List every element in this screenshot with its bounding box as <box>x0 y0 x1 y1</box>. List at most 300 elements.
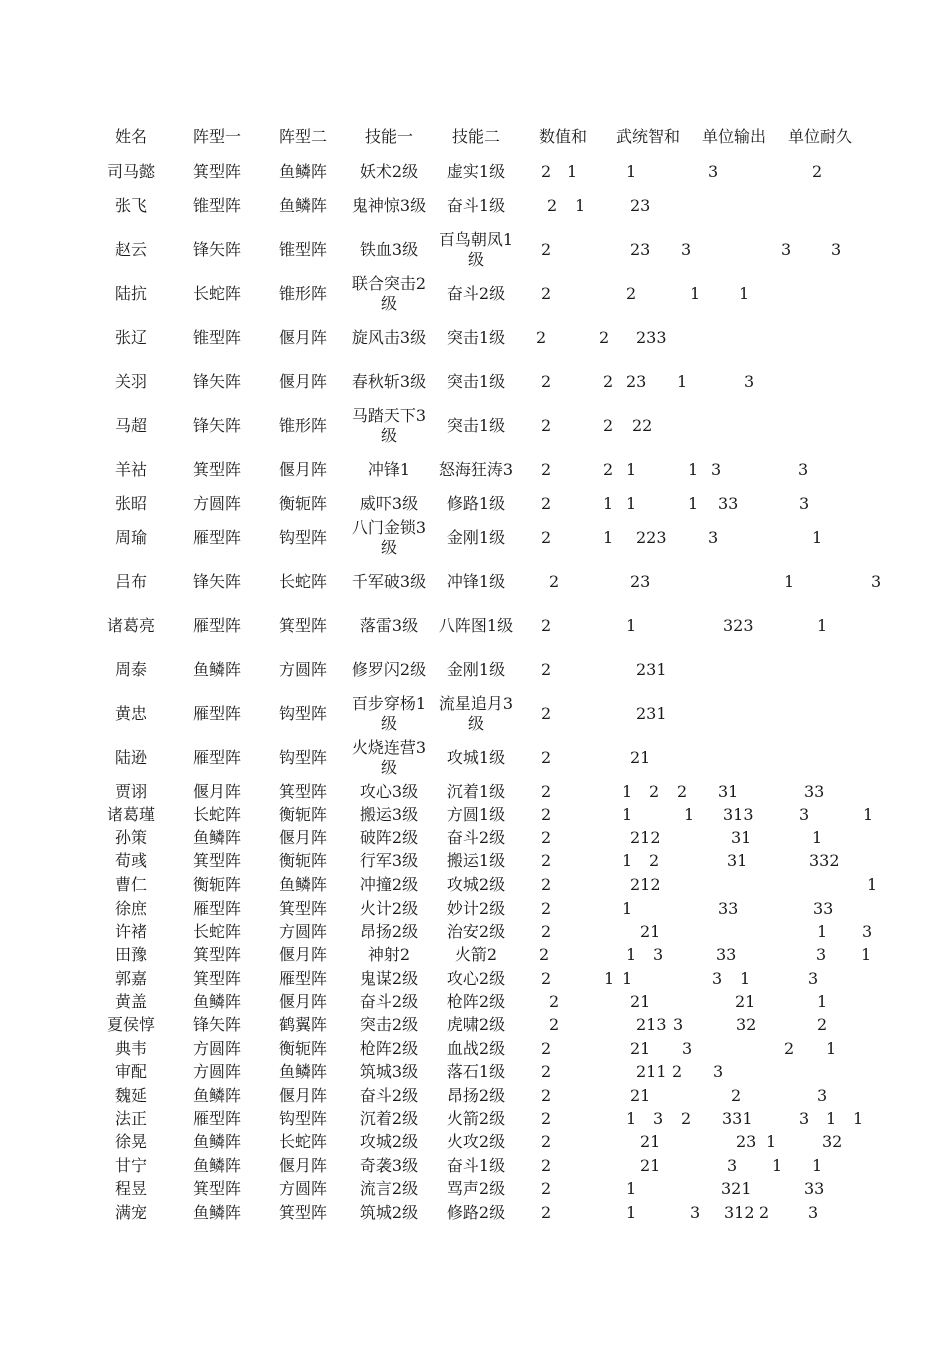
cell-formation-1: 雁型阵 <box>192 748 241 767</box>
value-token: 213 <box>636 1015 667 1034</box>
table-row <box>0 805 950 825</box>
cell-skill-2: 落石1级 <box>446 1062 506 1081</box>
value-token: 1 <box>861 945 872 964</box>
cell-formation-2: 偃月阵 <box>278 828 327 847</box>
value-token: 3 <box>713 1062 724 1081</box>
cell-name: 荀彧 <box>114 851 147 870</box>
cell-name: 诸葛亮 <box>106 616 155 635</box>
cell-name: 周泰 <box>114 660 147 679</box>
value-token: 2 <box>541 494 552 513</box>
table-row <box>0 328 950 348</box>
value-token: 2 <box>541 616 552 635</box>
table-row <box>0 274 950 313</box>
cell-skill-2: 昂扬2级 <box>446 1086 506 1105</box>
table-row <box>0 1156 950 1176</box>
cell-formation-2: 方圆阵 <box>278 660 327 679</box>
value-token: 2 <box>541 1132 552 1151</box>
header-row <box>0 127 950 151</box>
value-token: 3 <box>653 945 664 964</box>
value-token: 3 <box>708 528 719 547</box>
value-token: 1 <box>684 805 695 824</box>
cell-skill-1: 马踏天下3级 <box>351 406 427 445</box>
table-row <box>0 969 950 989</box>
cell-formation-1: 鱼鳞阵 <box>192 1132 241 1151</box>
value-token: 2 <box>649 851 660 870</box>
cell-formation-1: 箕型阵 <box>192 460 241 479</box>
cell-formation-2: 鱼鳞阵 <box>278 1062 327 1081</box>
cell-formation-2: 钩型阵 <box>278 748 327 767</box>
cell-skill-2: 冲锋1级 <box>446 572 506 591</box>
cell-formation-1: 鱼鳞阵 <box>192 828 241 847</box>
cell-skill-2: 枪阵2级 <box>446 992 506 1011</box>
cell-skill-2: 百鸟朝凤1级 <box>438 230 514 269</box>
cell-skill-2: 修路1级 <box>446 494 506 513</box>
cell-skill-1: 神射2 <box>367 945 411 964</box>
value-token: 231 <box>636 704 667 723</box>
header-unit-durability: 单位耐久 <box>787 127 852 146</box>
header-skill-2: 技能二 <box>451 127 500 146</box>
value-token: 3 <box>682 1039 693 1058</box>
cell-skill-1: 冲撞2级 <box>359 875 419 894</box>
value-token: 1 <box>766 1132 777 1151</box>
cell-skill-2: 火攻2级 <box>446 1132 506 1151</box>
value-token: 2 <box>541 1109 552 1128</box>
value-token: 21 <box>640 1132 661 1151</box>
value-token: 33 <box>716 945 737 964</box>
table-row <box>0 1015 950 1035</box>
cell-skill-2: 血战2级 <box>446 1039 506 1058</box>
cell-formation-1: 长蛇阵 <box>192 922 241 941</box>
cell-skill-1: 千军破3级 <box>351 572 427 591</box>
cell-formation-1: 箕型阵 <box>192 945 241 964</box>
cell-formation-2: 锥形阵 <box>278 416 327 435</box>
value-token: 2 <box>541 162 552 181</box>
value-token: 21 <box>630 748 651 767</box>
cell-skill-1: 攻城2级 <box>359 1132 419 1151</box>
table-row <box>0 875 950 895</box>
table-row <box>0 162 950 182</box>
cell-formation-1: 锋矢阵 <box>192 416 241 435</box>
cell-skill-2: 怒海狂涛3 <box>438 460 514 479</box>
value-token: 2 <box>603 460 614 479</box>
value-token: 2 <box>541 1156 552 1175</box>
table-row <box>0 738 950 777</box>
cell-name: 陆抗 <box>114 284 147 303</box>
value-token: 31 <box>731 828 752 847</box>
value-token: 3 <box>799 805 810 824</box>
cell-name: 法正 <box>114 1109 147 1128</box>
table-row <box>0 851 950 871</box>
cell-skill-1: 落雷3级 <box>359 616 419 635</box>
cell-skill-1: 奇袭3级 <box>359 1156 419 1175</box>
cell-skill-1: 百步穿杨1级 <box>351 694 427 733</box>
table-row <box>0 945 950 965</box>
cell-formation-1: 雁型阵 <box>192 528 241 547</box>
table-row <box>0 1203 950 1223</box>
value-token: 212 <box>630 875 661 894</box>
cell-formation-2: 雁型阵 <box>278 969 327 988</box>
value-token: 1 <box>690 284 701 303</box>
value-token: 1 <box>622 805 633 824</box>
cell-skill-1: 鬼谋2级 <box>359 969 419 988</box>
table-row <box>0 572 950 592</box>
table-row <box>0 1062 950 1082</box>
value-token: 1 <box>626 616 637 635</box>
value-token: 3 <box>808 969 819 988</box>
value-token: 2 <box>541 416 552 435</box>
cell-name: 黄盖 <box>114 992 147 1011</box>
cell-formation-2: 鹤翼阵 <box>278 1015 327 1034</box>
value-token: 3 <box>744 372 755 391</box>
cell-formation-1: 锥型阵 <box>192 328 241 347</box>
table-row <box>0 782 950 802</box>
value-token: 2 <box>541 899 552 918</box>
cell-name: 孙策 <box>114 828 147 847</box>
cell-name: 魏延 <box>114 1086 147 1105</box>
cell-skill-2: 奋斗1级 <box>446 1156 506 1175</box>
value-token: 1 <box>626 460 637 479</box>
value-token: 2 <box>759 1203 770 1222</box>
value-token: 2 <box>541 748 552 767</box>
value-token: 332 <box>809 851 840 870</box>
value-token: 2 <box>599 328 610 347</box>
value-token: 1 <box>817 992 828 1011</box>
value-token: 1 <box>740 969 751 988</box>
value-token: 2 <box>539 945 550 964</box>
value-token: 2 <box>731 1086 742 1105</box>
cell-name: 徐庶 <box>114 899 147 918</box>
value-token: 2 <box>541 828 552 847</box>
cell-formation-2: 箕型阵 <box>278 616 327 635</box>
value-token: 21 <box>630 1039 651 1058</box>
cell-name: 满宠 <box>114 1203 147 1222</box>
value-token: 3 <box>727 1156 738 1175</box>
value-token: 2 <box>541 805 552 824</box>
table-row <box>0 230 950 269</box>
header-stat-sum: 武统智和 <box>615 127 680 146</box>
table-row <box>0 1086 950 1106</box>
cell-formation-2: 钩型阵 <box>278 528 327 547</box>
value-token: 223 <box>636 528 667 547</box>
cell-name: 黄忠 <box>114 704 147 723</box>
table-row <box>0 694 950 733</box>
value-token: 2 <box>672 1062 683 1081</box>
cell-skill-1: 沉着2级 <box>359 1109 419 1128</box>
header-unit-output: 单位输出 <box>701 127 766 146</box>
value-token: 2 <box>541 704 552 723</box>
value-token: 2 <box>541 528 552 547</box>
value-token: 212 <box>630 828 661 847</box>
cell-formation-1: 锋矢阵 <box>192 372 241 391</box>
table-row <box>0 196 950 216</box>
cell-name: 张昭 <box>114 494 147 513</box>
value-token: 21 <box>640 1156 661 1175</box>
value-token: 2 <box>541 875 552 894</box>
value-token: 3 <box>831 240 842 259</box>
value-token: 2 <box>603 416 614 435</box>
cell-skill-1: 攻心3级 <box>359 782 419 801</box>
cell-skill-1: 突击2级 <box>359 1015 419 1034</box>
cell-formation-1: 方圆阵 <box>192 1039 241 1058</box>
value-token: 2 <box>784 1039 795 1058</box>
header-name: 姓名 <box>114 127 147 146</box>
cell-skill-2: 沉着1级 <box>446 782 506 801</box>
value-token: 3 <box>817 1086 828 1105</box>
cell-name: 甘宁 <box>114 1156 147 1175</box>
table-row <box>0 1109 950 1129</box>
value-token: 2 <box>649 782 660 801</box>
cell-formation-1: 鱼鳞阵 <box>192 1203 241 1222</box>
cell-skill-2: 奋斗2级 <box>446 284 506 303</box>
value-token: 23 <box>626 372 647 391</box>
value-token: 1 <box>626 945 637 964</box>
cell-formation-1: 雁型阵 <box>192 1109 241 1128</box>
cell-formation-1: 鱼鳞阵 <box>192 660 241 679</box>
value-token: 1 <box>812 828 823 847</box>
table-row <box>0 1179 950 1199</box>
value-token: 3 <box>681 240 692 259</box>
cell-skill-2: 火箭2级 <box>446 1109 506 1128</box>
value-token: 1 <box>575 196 586 215</box>
cell-skill-1: 铁血3级 <box>359 240 419 259</box>
value-token: 3 <box>708 162 719 181</box>
cell-skill-1: 奋斗2级 <box>359 992 419 1011</box>
table-row <box>0 1132 950 1152</box>
value-token: 1 <box>603 528 614 547</box>
cell-skill-1: 行军3级 <box>359 851 419 870</box>
table-row <box>0 372 950 392</box>
value-token: 1 <box>817 616 828 635</box>
cell-name: 许褚 <box>114 922 147 941</box>
cell-name: 吕布 <box>114 572 147 591</box>
cell-skill-1: 枪阵2级 <box>359 1039 419 1058</box>
value-token: 1 <box>772 1156 783 1175</box>
cell-formation-1: 箕型阵 <box>192 1179 241 1198</box>
cell-skill-2: 骂声2级 <box>446 1179 506 1198</box>
value-token: 1 <box>688 494 699 513</box>
value-token: 21 <box>735 992 756 1011</box>
table-row <box>0 660 950 680</box>
cell-name: 审配 <box>114 1062 147 1081</box>
table-row <box>0 992 950 1012</box>
cell-formation-2: 偃月阵 <box>278 992 327 1011</box>
table-row <box>0 494 950 514</box>
value-token: 2 <box>541 284 552 303</box>
cell-formation-1: 锋矢阵 <box>192 572 241 591</box>
value-token: 1 <box>826 1109 837 1128</box>
value-token: 1 <box>817 922 828 941</box>
cell-skill-1: 鬼神惊3级 <box>351 196 427 215</box>
cell-formation-2: 偃月阵 <box>278 372 327 391</box>
cell-skill-2: 攻城1级 <box>446 748 506 767</box>
value-token: 32 <box>736 1015 757 1034</box>
value-token: 1 <box>677 372 688 391</box>
table-row <box>0 828 950 848</box>
header-formation-2: 阵型二 <box>278 127 327 146</box>
cell-skill-2: 火箭2 <box>454 945 498 964</box>
value-token: 3 <box>862 922 873 941</box>
value-token: 23 <box>630 196 651 215</box>
value-token: 2 <box>536 328 547 347</box>
cell-formation-2: 长蛇阵 <box>278 1132 327 1151</box>
value-token: 1 <box>626 1109 637 1128</box>
value-token: 2 <box>541 782 552 801</box>
cell-name: 张飞 <box>114 196 147 215</box>
cell-formation-1: 长蛇阵 <box>192 805 241 824</box>
cell-skill-2: 流星追月3级 <box>438 694 514 733</box>
cell-name: 羊祜 <box>114 460 147 479</box>
cell-formation-1: 长蛇阵 <box>192 284 241 303</box>
cell-formation-1: 衡轭阵 <box>192 875 241 894</box>
value-token: 2 <box>603 372 614 391</box>
cell-skill-2: 奋斗1级 <box>446 196 506 215</box>
value-token: 1 <box>853 1109 864 1128</box>
cell-skill-1: 妖术2级 <box>359 162 419 181</box>
cell-name: 诸葛瑾 <box>106 805 155 824</box>
value-token: 313 <box>723 805 754 824</box>
value-token: 1 <box>812 528 823 547</box>
value-token: 2 <box>541 1039 552 1058</box>
table-row <box>0 406 950 445</box>
cell-formation-2: 箕型阵 <box>278 1203 327 1222</box>
cell-skill-1: 冲锋1 <box>367 460 411 479</box>
cell-formation-2: 偃月阵 <box>278 460 327 479</box>
value-token: 3 <box>871 572 882 591</box>
cell-skill-2: 突击1级 <box>446 328 506 347</box>
cell-formation-1: 雁型阵 <box>192 616 241 635</box>
value-token: 1 <box>626 1179 637 1198</box>
cell-formation-2: 衡轭阵 <box>278 1039 327 1058</box>
value-token: 2 <box>817 1015 828 1034</box>
cell-formation-2: 偃月阵 <box>278 945 327 964</box>
cell-formation-2: 衡轭阵 <box>278 805 327 824</box>
value-token: 2 <box>541 922 552 941</box>
value-token: 23 <box>736 1132 757 1151</box>
value-token: 233 <box>636 328 667 347</box>
value-token: 2 <box>541 1203 552 1222</box>
cell-name: 马超 <box>114 416 147 435</box>
cell-formation-1: 偃月阵 <box>192 782 241 801</box>
cell-formation-2: 方圆阵 <box>278 1179 327 1198</box>
cell-name: 关羽 <box>114 372 147 391</box>
header-skill-1: 技能一 <box>364 127 413 146</box>
table-row <box>0 460 950 480</box>
value-token: 1 <box>603 494 614 513</box>
cell-formation-1: 方圆阵 <box>192 1062 241 1081</box>
cell-skill-2: 治安2级 <box>446 922 506 941</box>
value-token: 2 <box>541 851 552 870</box>
table-row <box>0 899 950 919</box>
cell-skill-1: 修罗闪2级 <box>351 660 427 679</box>
value-token: 33 <box>813 899 834 918</box>
value-token: 1 <box>784 572 795 591</box>
cell-name: 郭嘉 <box>114 969 147 988</box>
cell-formation-2: 偃月阵 <box>278 328 327 347</box>
cell-formation-1: 鱼鳞阵 <box>192 992 241 1011</box>
cell-skill-2: 虎啸2级 <box>446 1015 506 1034</box>
cell-skill-2: 奋斗2级 <box>446 828 506 847</box>
value-token: 3 <box>799 1109 810 1128</box>
cell-formation-2: 衡轭阵 <box>278 494 327 513</box>
value-token: 3 <box>808 1203 819 1222</box>
value-token: 3 <box>816 945 827 964</box>
value-token: 323 <box>723 616 754 635</box>
value-token: 2 <box>812 162 823 181</box>
cell-formation-1: 鱼鳞阵 <box>192 1086 241 1105</box>
cell-skill-2: 妙计2级 <box>446 899 506 918</box>
value-token: 22 <box>632 416 653 435</box>
value-token: 1 <box>626 162 637 181</box>
cell-formation-2: 钩型阵 <box>278 1109 327 1128</box>
value-token: 23 <box>630 572 651 591</box>
value-token: 1 <box>622 969 633 988</box>
value-token: 3 <box>653 1109 664 1128</box>
cell-formation-1: 箕型阵 <box>192 162 241 181</box>
value-token: 1 <box>688 460 699 479</box>
value-token: 1 <box>863 805 874 824</box>
cell-skill-1: 火烧连营3级 <box>351 738 427 777</box>
cell-name: 周瑜 <box>114 528 147 547</box>
cell-skill-1: 奋斗2级 <box>359 1086 419 1105</box>
cell-skill-1: 威吓3级 <box>359 494 419 513</box>
cell-name: 司马懿 <box>106 162 155 181</box>
cell-skill-1: 搬运3级 <box>359 805 419 824</box>
cell-skill-2: 攻城2级 <box>446 875 506 894</box>
value-token: 1 <box>812 1156 823 1175</box>
cell-formation-2: 偃月阵 <box>278 1156 327 1175</box>
cell-skill-2: 方圆1级 <box>446 805 506 824</box>
cell-formation-1: 鱼鳞阵 <box>192 1156 241 1175</box>
value-token: 2 <box>547 196 558 215</box>
value-token: 321 <box>721 1179 752 1198</box>
value-token: 2 <box>541 1062 552 1081</box>
cell-skill-1: 筑城3级 <box>359 1062 419 1081</box>
value-token: 1 <box>826 1039 837 1058</box>
header-value-sum: 数值和 <box>538 127 587 146</box>
value-token: 3 <box>781 240 792 259</box>
value-token: 3 <box>673 1015 684 1034</box>
value-token: 2 <box>677 782 688 801</box>
value-token: 33 <box>718 494 739 513</box>
value-token: 1 <box>626 1203 637 1222</box>
value-token: 2 <box>626 284 637 303</box>
value-token: 31 <box>727 851 748 870</box>
value-token: 3 <box>711 460 722 479</box>
cell-name: 陆逊 <box>114 748 147 767</box>
table-row <box>0 922 950 942</box>
value-token: 2 <box>541 372 552 391</box>
cell-formation-2: 长蛇阵 <box>278 572 327 591</box>
cell-formation-2: 衡轭阵 <box>278 851 327 870</box>
cell-name: 张辽 <box>114 328 147 347</box>
cell-skill-1: 旋风击3级 <box>351 328 427 347</box>
value-token: 2 <box>549 992 560 1011</box>
value-token: 2 <box>541 1086 552 1105</box>
cell-formation-2: 鱼鳞阵 <box>278 875 327 894</box>
value-token: 2 <box>541 969 552 988</box>
value-token: 331 <box>722 1109 753 1128</box>
cell-name: 赵云 <box>114 240 147 259</box>
cell-skill-1: 流言2级 <box>359 1179 419 1198</box>
cell-skill-1: 筑城2级 <box>359 1203 419 1222</box>
value-token: 2 <box>541 660 552 679</box>
cell-name: 贾诩 <box>114 782 147 801</box>
value-token: 23 <box>630 240 651 259</box>
cell-formation-2: 鱼鳞阵 <box>278 162 327 181</box>
table-row <box>0 1039 950 1059</box>
cell-formation-2: 箕型阵 <box>278 899 327 918</box>
cell-name: 程昱 <box>114 1179 147 1198</box>
